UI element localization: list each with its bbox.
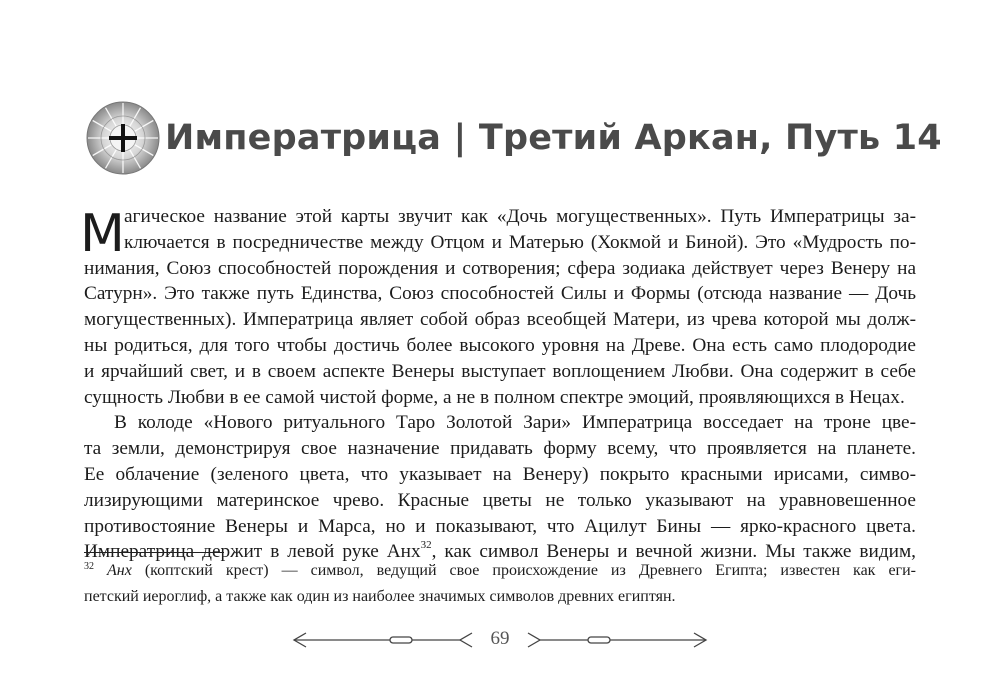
text-line: ключается в посредничестве между Отцом и Матерью (Хокмой и Биной). Это «Мудрость по- [124,231,916,253]
page-number: 69 [490,628,510,649]
text-fragment: , как символ Венеры и вечной жизни. Мы также видим, [431,541,916,563]
body-text [80,204,916,565]
footnote-number: 32 [84,561,94,572]
text-line: Сатурн». Это также путь Единства, Союз способностей Силы и Формы (отсюда название — Дочь [84,283,916,305]
text-line: и ярчайший свет, и в своем аспекте Венеры выступает воплощением Любви. Она содержит в себе [84,360,916,382]
page-footer [290,625,710,655]
text-line: противостояние Венеры и Марса, но и показывают, что Ацилут Бины — ярко-красного цвета. [84,515,916,537]
text-line: ны родиться, для того чтобы достичь более высокого уровня на Древе. Она есть само плодородие [84,334,916,356]
text-line: сущность Любви в ее самой чистой форме, а не в полном спектре эмоций, проявляющихся в Нецах. [84,386,905,408]
text-line: та земли, демонстрируя свое назначение придавать форму всему, что проявляется на планете. [84,438,916,460]
text-fragment: (коптский крест) — символ, ведущий свое происхождение из Древнего Египта; известен как еги- [131,562,917,579]
chapter-heading [85,100,942,176]
text-fragment: Императрица держит в левой руке Анх [84,541,421,563]
drop-cap: М [80,204,125,264]
text-line: агическое название этой карты звучит как «Дочь могущественных». Путь Императрицы за- [124,206,916,227]
text-line: Ее облачение (зеленого цвета, что указывает на Венеру) покрыто красными ирисами, симво- [84,463,916,485]
text-line: нимания, Союз способностей порождения и сотворения; сфера зодиака действует через Венеру на [84,257,916,279]
text-line: могущественных). Императрица являет собой образ всеобщей Матери, из чрева которой мы долж- [84,309,916,331]
footnote-line: петский иероглиф, а также как один из наиболее значимых символов древних египтян. [84,587,676,605]
footnote-line [84,559,916,585]
text-line: В колоде «Нового ритуального Таро Золотой Зари» Императрица восседает на троне цве- [114,412,916,434]
text-line: лизирующими материнское чрево. Красные цветы не только указывают на уравновешенное [84,489,916,511]
footnote-reference[interactable]: 32 [420,539,432,552]
footnote-divider [84,552,224,553]
page-title: Императрица | Третий Аркан, Путь 14 [165,118,942,158]
footnote [84,559,916,611]
footnote-term: Анх [107,562,132,579]
cross-rays-emblem-icon [85,100,161,176]
